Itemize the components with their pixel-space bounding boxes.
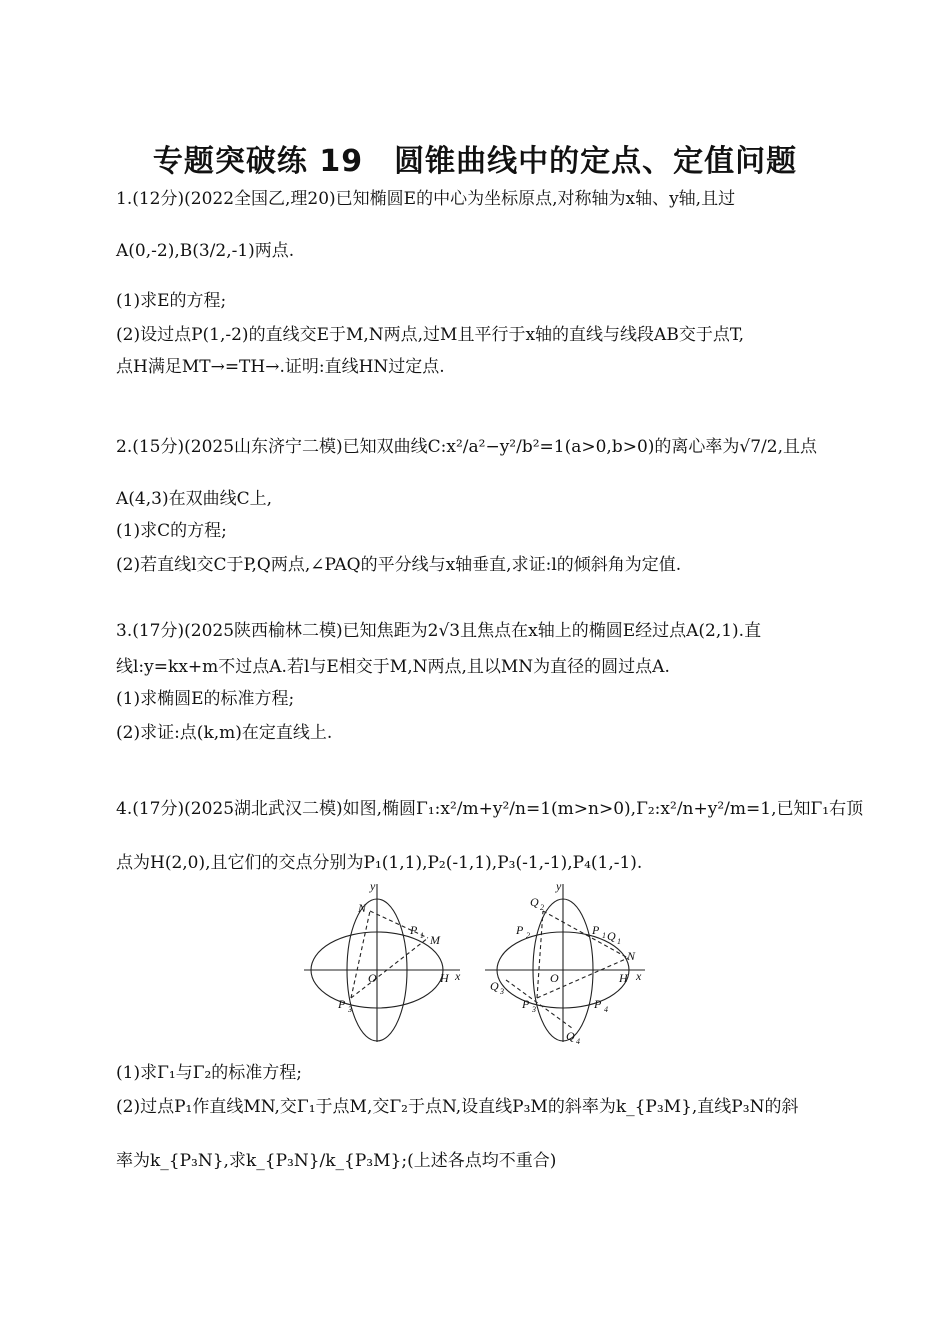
problem-1-line-5: 点H满足MT→=TH→.证明:直线HN过定点. xyxy=(116,357,445,377)
fig-label: 1 xyxy=(420,931,424,940)
fig-label: O xyxy=(550,971,559,985)
fig-label: P xyxy=(410,923,418,937)
fig-label: 3 xyxy=(500,987,504,996)
fig-label: 3 xyxy=(532,1005,536,1014)
fig-label: O xyxy=(368,971,377,985)
problem-2-line-1: 2.(15分)(2025山东济宁二模)已知双曲线C:x²/a²−y²/b²=1(a>0,b>0)的离心率为√7/2,且点 xyxy=(116,437,818,457)
fig-label: P xyxy=(516,923,524,937)
fig-label: x xyxy=(455,969,461,983)
problem-1-line-3: (1)求E的方程; xyxy=(116,291,227,311)
fig-label: 3 xyxy=(348,1005,352,1014)
problem-1-line-1: 1.(12分)(2022全国乙,理20)已知椭圆E的中心为坐标原点,对称轴为x轴、y轴,且过 xyxy=(116,189,736,209)
problem-2-line-2: A(4,3)在双曲线C上, xyxy=(116,489,272,509)
fig-label: Q xyxy=(490,979,499,993)
page-title: 专题突破练 19 圆锥曲线中的定点、定值问题 xyxy=(152,144,798,179)
fig-label: H xyxy=(440,971,449,985)
problem-4-line-4: (2)过点P₁作直线MN,交Γ₁于点M,交Γ₂于点N,设直线P₃M的斜率为k_{P₃M},直线P₃N的斜 xyxy=(116,1097,799,1117)
fig-label: Q xyxy=(530,895,539,909)
fig-label: P xyxy=(594,997,602,1011)
problem-4-line-5: 率为k_{P₃N},求k_{P₃N}/k_{P₃M};(上述各点均不重合) xyxy=(116,1151,557,1171)
problem-2-line-4: (2)若直线l交C于P,Q两点,∠PAQ的平分线与x轴垂直,求证:l的倾斜角为定值. xyxy=(116,555,682,575)
fig-label: P xyxy=(522,997,530,1011)
fig-label: P xyxy=(338,997,346,1011)
fig-label: 4 xyxy=(576,1037,580,1046)
problem-3-line-1: 3.(17分)(2025陕西榆林二模)已知焦距为2√3且焦点在x轴上的椭圆E经过点A(2,1).直 xyxy=(116,621,762,641)
problem-1-line-4: (2)设过点P(1,-2)的直线交E于M,N两点,过M且平行于x轴的直线与线段AB交于点T, xyxy=(116,325,745,345)
fig-label: 2 xyxy=(540,903,544,912)
fig-label: 1 xyxy=(602,931,606,940)
problem-4-line-1: 4.(17分)(2025湖北武汉二模)如图,椭圆Γ₁:x²/m+y²/n=1(m>n>0),Γ₂:x²/n+y²/m=1,已知Γ₁右顶 xyxy=(116,799,864,819)
fig-label: Q xyxy=(607,929,616,943)
problem-3-line-3: (1)求椭圆E的标准方程; xyxy=(116,689,295,709)
fig-label: 2 xyxy=(526,931,530,940)
fig-label: N xyxy=(358,901,367,915)
fig-label: 4 xyxy=(604,1005,608,1014)
fig-label: 1 xyxy=(617,937,621,946)
fig-label: M xyxy=(430,933,440,947)
fig-label: N xyxy=(627,949,636,963)
problem-3-line-2: 线l:y=kx+m不过点A.若l与E相交于M,N两点,且以MN为直径的圆过点A. xyxy=(116,657,670,677)
problem-4-line-2: 点为H(2,0),且它们的交点分别为P₁(1,1),P₂(-1,1),P₃(-1,-1),P₄(1,-1). xyxy=(116,853,643,873)
problem-2-line-3: (1)求C的方程; xyxy=(116,521,227,541)
fig-label: P xyxy=(592,923,600,937)
ellipse-figure xyxy=(300,876,660,1050)
problem-1-line-2: A(0,-2),B(3/2,-1)两点. xyxy=(116,241,295,261)
fig-label: Q xyxy=(566,1029,575,1043)
fig-label: H xyxy=(619,971,628,985)
problem-4-line-3: (1)求Γ₁与Γ₂的标准方程; xyxy=(116,1063,303,1083)
fig-label: y xyxy=(370,879,376,893)
fig-label: y xyxy=(556,879,562,893)
fig-label: x xyxy=(636,969,642,983)
problem-3-line-4: (2)求证:点(k,m)在定直线上. xyxy=(116,723,333,743)
